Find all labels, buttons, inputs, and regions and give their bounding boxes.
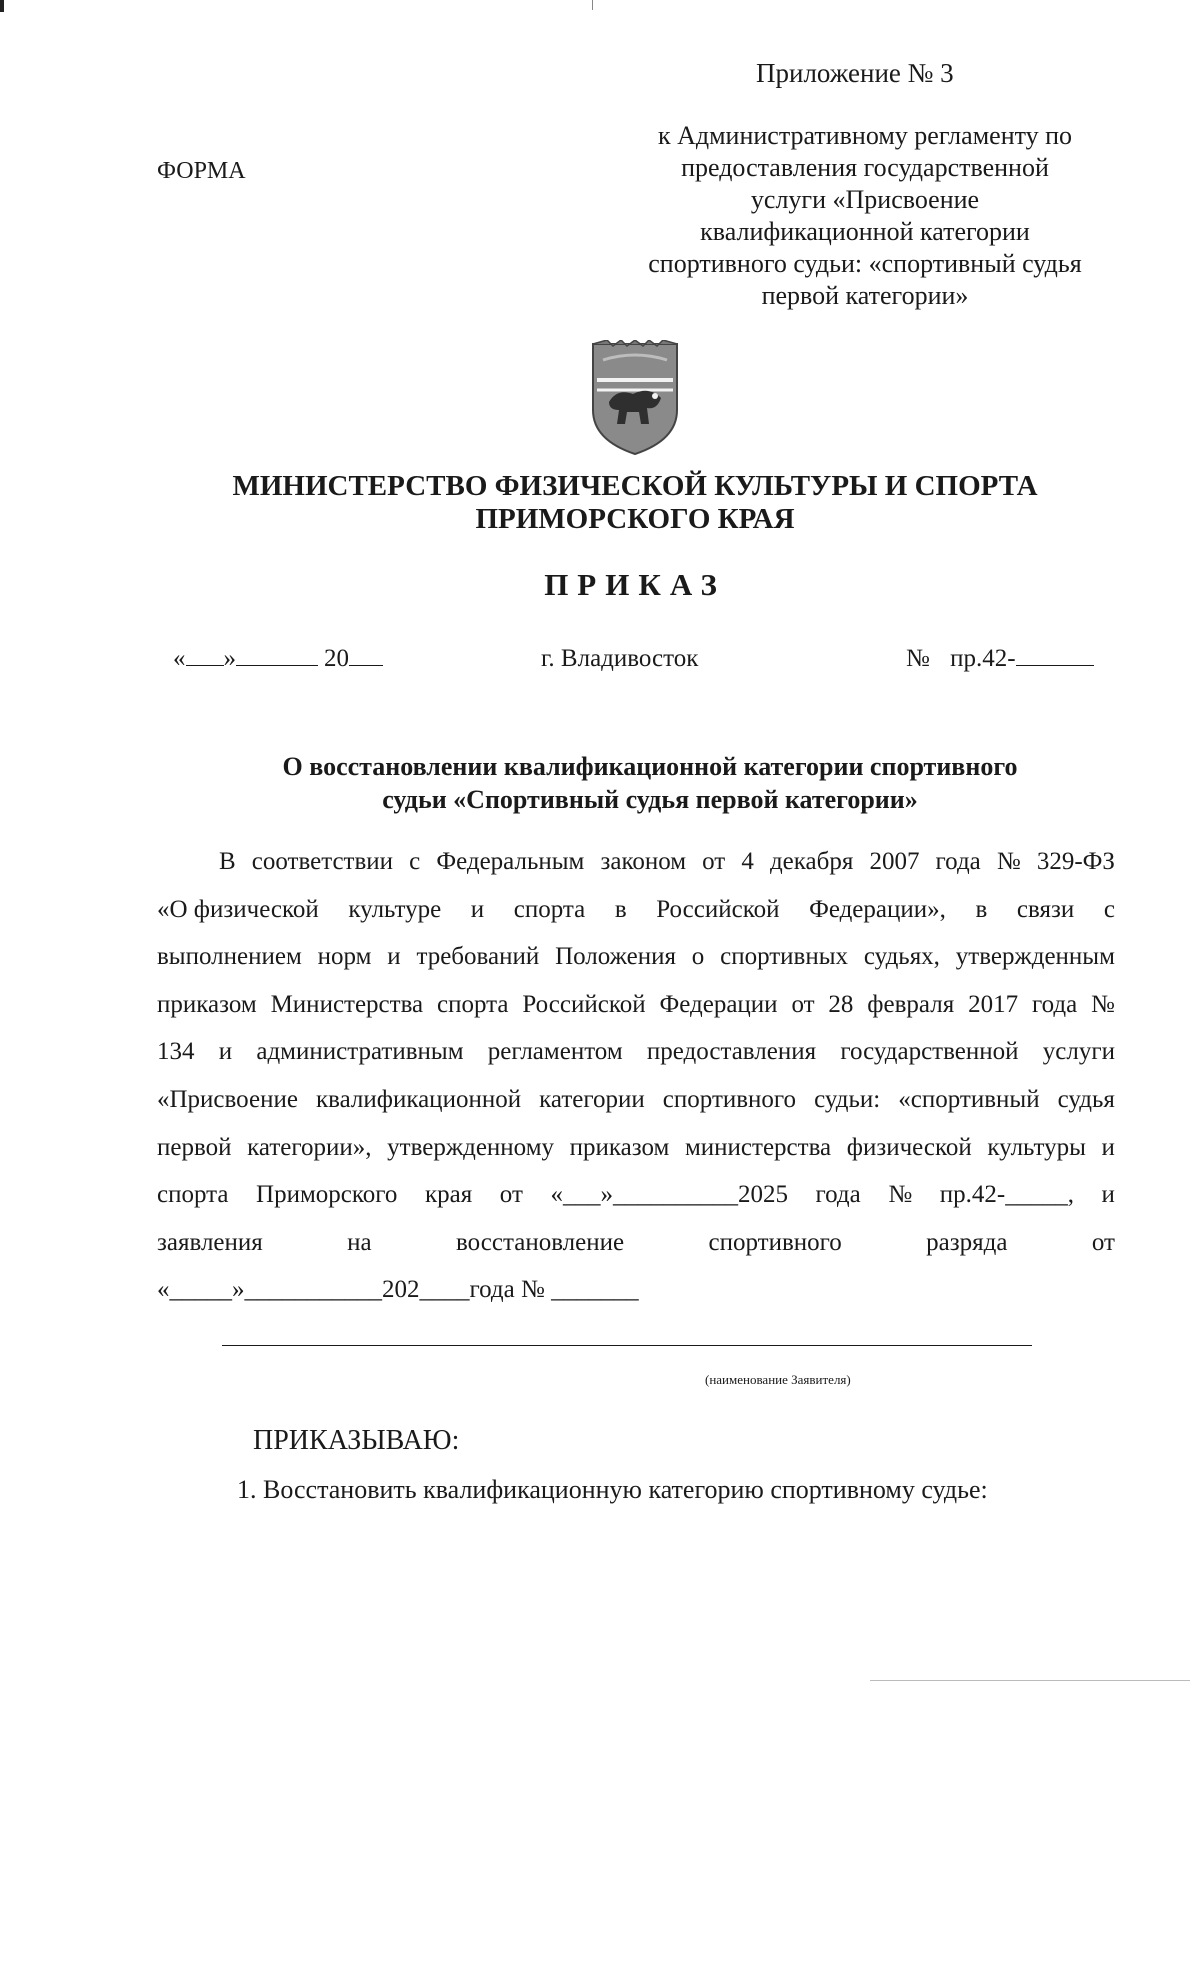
preamble-word: Министерства	[270, 990, 424, 1018]
preamble-word: в	[614, 895, 627, 923]
scan-artifact	[0, 0, 4, 12]
preamble-word: Российской	[656, 895, 780, 923]
preamble-word: спортивных	[720, 943, 849, 971]
preamble-word: и	[470, 895, 485, 923]
preamble-word: 134	[157, 1038, 195, 1066]
preamble-word: приказом	[157, 990, 257, 1018]
preamble-word: от	[499, 1181, 523, 1209]
preamble-word: Федерации	[659, 990, 778, 1018]
order-subject-line: О восстановлении квалификационной категории спортивного	[282, 752, 1018, 781]
preamble-word: с	[409, 848, 421, 875]
preamble-word: министерства	[684, 1133, 832, 1161]
preamble-word: культуре	[348, 895, 442, 923]
order-subject	[160, 750, 1140, 816]
coat-of-arms-icon	[587, 340, 683, 456]
preamble-word: спорта	[157, 1181, 229, 1209]
preamble-word: края	[424, 1181, 473, 1209]
preamble-word: первой	[157, 1133, 232, 1161]
preamble-word: Федеральным	[436, 848, 585, 875]
preamble-word: категории»,	[247, 1133, 372, 1161]
preamble-word: «Присвоение	[157, 1085, 298, 1113]
preamble-word: утвержденным	[955, 943, 1115, 971]
preamble-word: и	[387, 943, 401, 971]
preamble-word: года	[815, 1181, 861, 1209]
date-close-quote: »	[223, 645, 236, 672]
preamble-word: «___»__________2025	[550, 1181, 788, 1209]
applicant-name-blank	[222, 1345, 1032, 1346]
scan-artifact	[592, 0, 593, 10]
preamble-word: выполнением	[157, 943, 302, 971]
preamble-word: соответствии	[251, 848, 394, 875]
order-subject-line: судьи «Спортивный судья первой категории»	[382, 785, 918, 814]
preamble-line	[157, 1028, 1115, 1076]
preamble-word: и	[1101, 1181, 1115, 1209]
preamble-word: №	[1091, 990, 1115, 1018]
preamble-word: февраля	[867, 990, 955, 1018]
annex-reference-line: квалификационной категории	[700, 217, 1030, 246]
order-date-field	[173, 645, 383, 673]
annex-reference-line: первой категории»	[761, 281, 969, 310]
preamble-line: «_____»___________202____года № _______	[157, 1276, 639, 1304]
annex-reference-line: к Административному регламенту по	[657, 121, 1073, 150]
preamble-line	[157, 1171, 1115, 1219]
preamble-word: с	[1103, 895, 1115, 923]
number-prefix: пр.42-	[950, 645, 1016, 672]
preamble-line	[157, 1219, 1115, 1267]
preamble-word: о	[691, 943, 705, 971]
preamble-word: №	[888, 1181, 913, 1209]
form-label: ФОРМА	[157, 158, 246, 184]
preamble-word: категории	[539, 1085, 645, 1113]
preamble-word: административным	[256, 1038, 464, 1066]
preamble-word: законом	[600, 848, 687, 875]
preamble-word: Российской	[522, 990, 646, 1018]
order-number-field	[906, 645, 1094, 673]
annex-title: Приложение № 3	[756, 58, 954, 88]
preamble-word: В	[219, 848, 236, 875]
ministry-name-line: МИНИСТЕРСТВО ФИЗИЧЕСКОЙ КУЛЬТУРЫ И СПОРТА	[232, 470, 1038, 502]
preamble-word: и	[1101, 1133, 1115, 1161]
preamble-word: «спортивный	[898, 1085, 1040, 1113]
preamble-word: Федерации»,	[809, 895, 946, 923]
preamble-word: спорта	[513, 895, 586, 923]
ministry-name-line: ПРИМОРСКОГО КРАЯ	[475, 503, 795, 535]
preamble-word: восстановление	[456, 1228, 625, 1256]
order-item-1: 1. Восстановить квалификационную категорию спортивному судье:	[237, 1475, 988, 1504]
preamble-line	[157, 933, 1115, 981]
preamble-word: №	[996, 848, 1021, 875]
preamble-word: государственной	[840, 1038, 1019, 1066]
preamble-word: 4	[741, 848, 754, 875]
order-preamble	[157, 838, 1115, 1314]
order-verb: ПРИКАЗЫВАЮ:	[253, 1425, 460, 1456]
preamble-word: судья	[1057, 1085, 1115, 1113]
preamble-word: 28	[828, 990, 854, 1018]
year-blank	[349, 645, 383, 666]
preamble-word: от	[791, 990, 815, 1018]
preamble-word: года	[1031, 990, 1078, 1018]
preamble-word: 2007	[869, 848, 920, 875]
annex-reference-line: услуги «Присвоение	[750, 185, 980, 214]
preamble-word: пр.42-_____,	[939, 1181, 1074, 1209]
preamble-word: года	[935, 848, 981, 875]
preamble-word: судьях,	[863, 943, 940, 971]
preamble-word: «О физической	[157, 895, 319, 923]
applicant-name-caption: (наименование Заявителя)	[705, 1372, 851, 1387]
day-blank	[186, 645, 224, 666]
ministry-name	[120, 470, 1150, 536]
preamble-line	[157, 981, 1115, 1029]
annex-reference-line: предоставления государственной	[681, 153, 1049, 182]
preamble-word: спортивного	[708, 1228, 842, 1256]
preamble-word: судьи:	[814, 1085, 881, 1113]
preamble-word: требований	[416, 943, 540, 971]
preamble-word: от	[1091, 1228, 1115, 1256]
preamble-word: заявления	[157, 1228, 263, 1256]
annex-reference	[615, 120, 1115, 312]
preamble-word: в	[975, 895, 988, 923]
date-open-quote: «	[173, 645, 186, 672]
preamble-word: физической	[846, 1133, 972, 1161]
preamble-word: предоставления	[646, 1038, 817, 1066]
preamble-line	[157, 1124, 1115, 1172]
preamble-word: квалификационной	[315, 1085, 522, 1113]
document-type-title: ПРИКАЗ	[544, 567, 726, 602]
preamble-word: Положения	[555, 943, 676, 971]
preamble-word: 2017	[968, 990, 1019, 1018]
preamble-word: и	[218, 1038, 233, 1066]
preamble-word: норм	[317, 943, 372, 971]
order-city: г. Владивосток	[541, 645, 699, 672]
preamble-word: на	[347, 1228, 372, 1256]
preamble-word: приказом	[569, 1133, 670, 1161]
preamble-word: 329-ФЗ	[1036, 848, 1115, 875]
preamble-word: Приморского	[256, 1181, 398, 1209]
preamble-word: связи	[1016, 895, 1075, 923]
number-sign: №	[906, 645, 930, 672]
preamble-word: регламентом	[487, 1038, 623, 1066]
year-prefix: 20	[324, 645, 349, 672]
preamble-word: услуги	[1042, 1038, 1115, 1066]
preamble-word: разряда	[926, 1228, 1008, 1256]
preamble-word: спортивного	[662, 1085, 797, 1113]
scan-artifact	[870, 1680, 1190, 1681]
number-blank	[1016, 645, 1094, 666]
preamble-word: спорта	[437, 990, 509, 1018]
preamble-word: утвержденному	[387, 1133, 555, 1161]
month-blank	[236, 645, 318, 666]
preamble-word: декабря	[769, 848, 854, 875]
preamble-word: культуры	[987, 1133, 1086, 1161]
preamble-line	[157, 838, 1115, 886]
preamble-line	[157, 1076, 1115, 1124]
preamble-word: от	[702, 848, 726, 875]
annex-reference-line: спортивного судьи: «спортивный судья	[648, 249, 1082, 278]
preamble-line	[157, 886, 1115, 934]
